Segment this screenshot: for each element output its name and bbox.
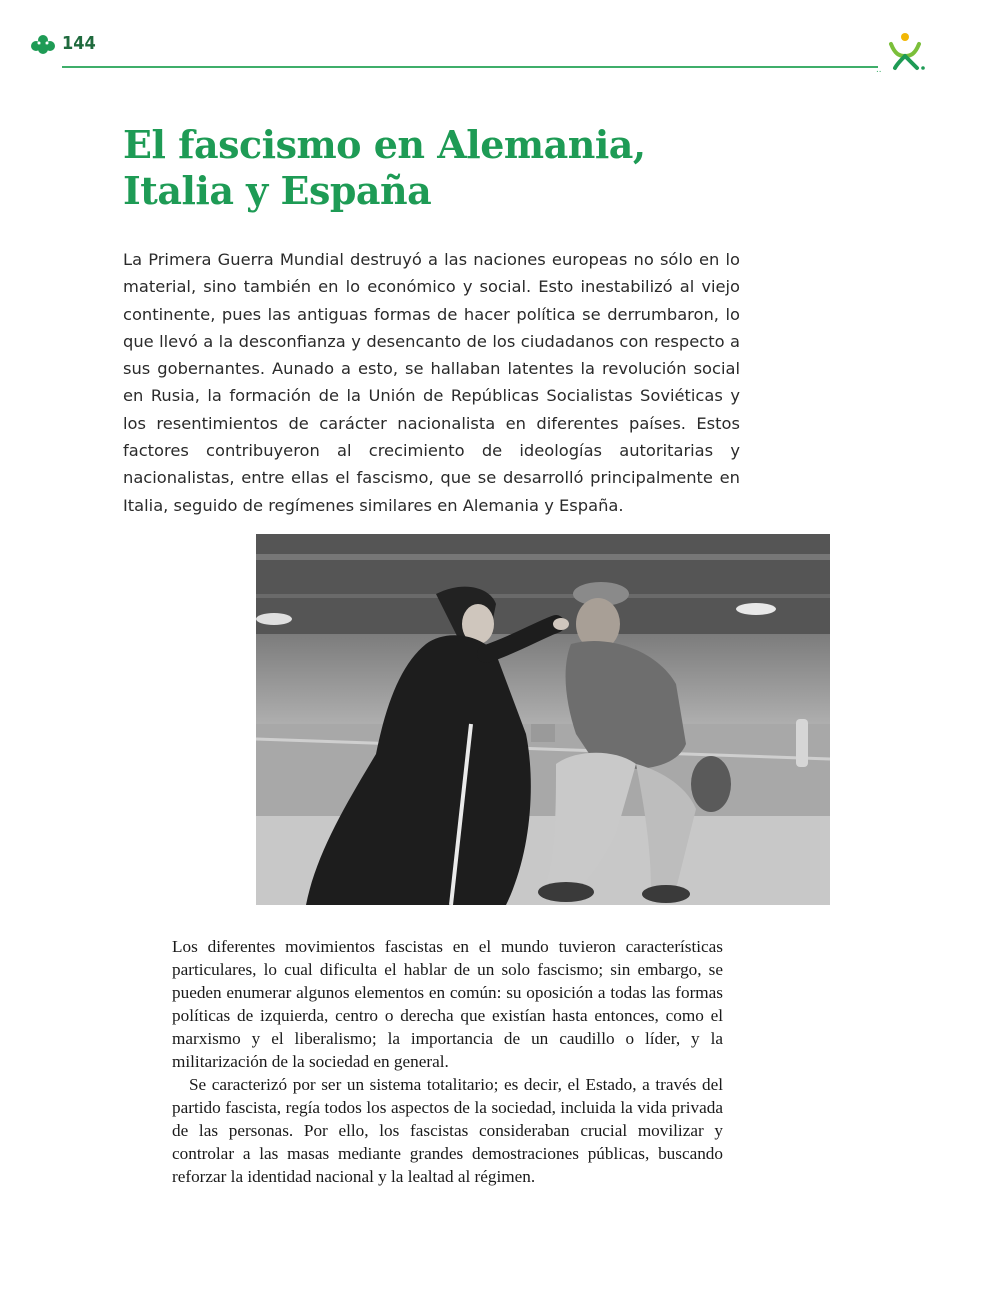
intro-paragraph: La Primera Guerra Mundial destruyó a las naciones europeas no sólo en lo material, sino también en lo económico y social. Esto inestabilizó al viejo continente, pues las antiguas formas de hacer política se derrumbaron, lo que llevó a la desconfianza y desencanto de los ciudadanos con respecto a sus gobernantes. Aunado a esto, se hallaban latentes la revolución social en Rusia, la formación de la Unión de Repúblicas Socialistas Soviéticas y los resentimientos de carácter nacionalista en diferentes países. Estos factores contribuyeron al crecimiento de ideologías autoritarias y nacionalistas, entre ellas el fascismo, que se desarrolló principalmente en Italia, seguido de regímenes similares en Alemania y España.: [123, 250, 740, 515]
photo-illustration: [256, 534, 830, 905]
header-divider: [62, 66, 878, 68]
page-number: 144: [62, 33, 96, 54]
page-title: [123, 122, 823, 214]
header-rule-dots: ..: [876, 64, 882, 75]
title-line-2: Italia y España: [123, 168, 432, 213]
body-paragraph-1: Los diferentes movimientos fascistas en el mundo tuvieron características particulares, lo cual dificulta el hablar de un solo fascismo; sin embargo, se pueden enumerar algunos elementos en común: su oposición a todas las formas políticas de izquierda, centro o derecha que existían hasta entonces, como el marxismo y el liberalismo; la importancia de un caudillo o líder, y la militarización de la sociedad en general.: [172, 937, 723, 1071]
body-paragraph-2: Se caracterizó por ser un sistema totalitario; es decir, el Estado, a través del partido fascista, regía todos los aspectos de la sociedad, incluida la vida privada de las personas. Por ello, los fascistas consideraban crucial movilizar y controlar a las masas mediante grandes demostraciones públicas, buscando reforzar la identidad nacional y la lealtad al régimen.: [172, 1075, 723, 1186]
green-leaf-cluster-icon: [30, 34, 56, 56]
page-header: [0, 0, 986, 80]
title-line-1: El fascismo en Alemania,: [123, 122, 646, 167]
historical-photo: [256, 534, 830, 905]
green-figure-logo-icon: [885, 30, 925, 72]
body-text: [172, 935, 723, 1188]
